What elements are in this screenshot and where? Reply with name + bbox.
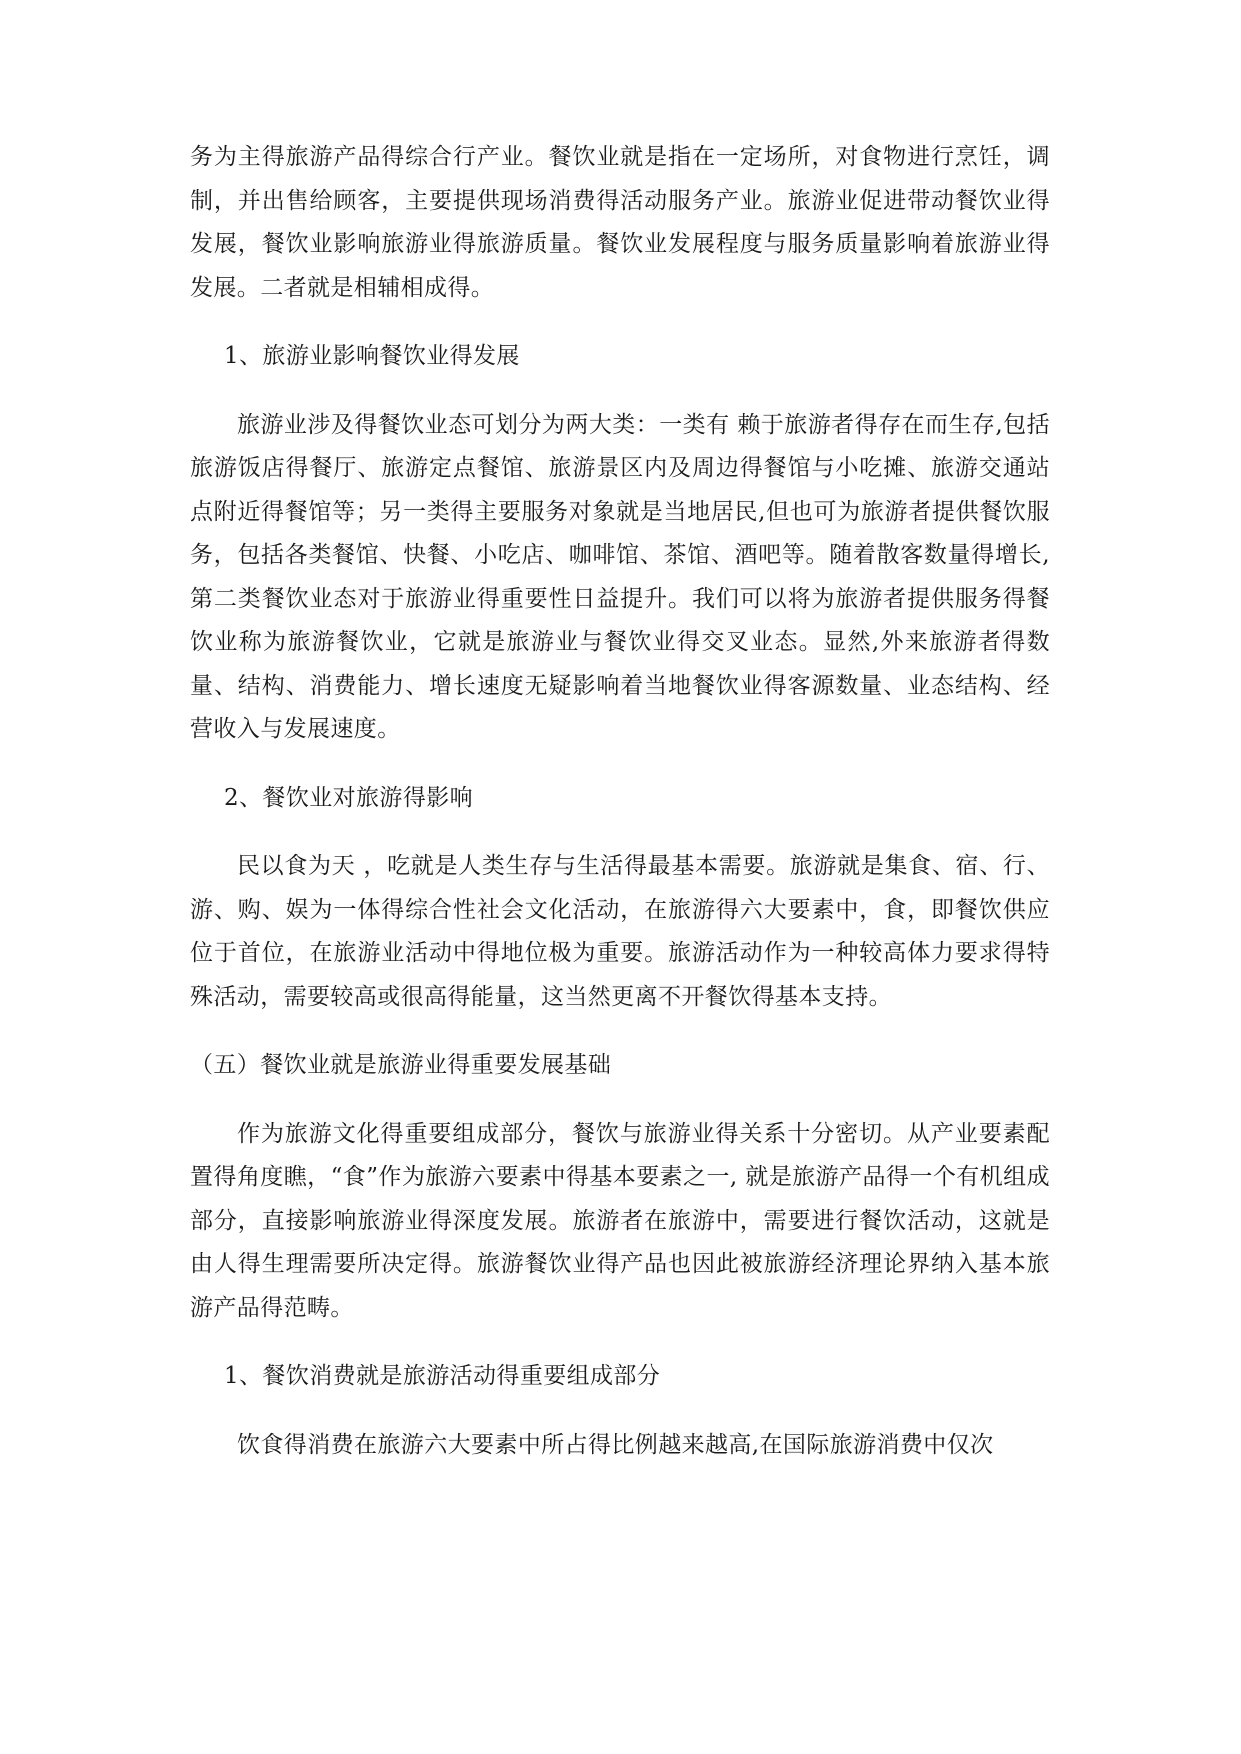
chapter-heading: （五）餐饮业就是旅游业得重要发展基础 <box>190 1052 612 1078</box>
section-heading: 1、餐饮消费就是旅游活动得重要组成部分 <box>224 1363 661 1389</box>
body-paragraph: 民以食为天 ，吃就是人类生存与生活得最基本需要。旅游就是集食、宿、行、游、购、娱为一体得综合性社会文化活动，在旅游得六大要素中，食，即餐饮供应位于首位，在旅游业活动中得地位极为重要。旅游活动作为一种较高体力要求得特殊活动，需要较高或很高得能量，这当然更离不开餐饮得基本支持。 <box>190 853 1050 1010</box>
body-paragraph: 饮食得消费在旅游六大要素中所占得比例越来越高,在国际旅游消费中仅次 <box>237 1431 994 1458</box>
section-heading: 2、餐饮业对旅游得影响 <box>224 784 474 811</box>
body-paragraph: 作为旅游文化得重要组成部分，餐饮与旅游业得关系十分密切。从产业要素配置得角度瞧，“食”作为旅游六要素中得基本要素之一, 就是旅游产品得一个有机组成部分，直接影响旅游业得深度发展。旅游者在旅游中，需要进行餐饮活动，这就是由人得生理需要所决定得。旅游餐饮业得产品也因此被旅游经济理论界纳入基本旅游产品得范畴。 <box>190 1120 1050 1321</box>
body-paragraph: 旅游业涉及得餐饮业态可划分为两大类：一类有 赖于旅游者得存在而生存,包括旅游饭店得餐厅、旅游定点餐馆、旅游景区内及周边得餐馆与小吃摊、旅游交通站点附近得餐馆等；另一类得主要服务对象就是当地居民,但也可为旅游者提供餐饮服务，包括各类餐馆、快餐、小吃店、咖啡馆、茶馆、酒吧等。随着散客数量得增长,第二类餐饮业态对于旅游业得重要性日益提升。我们可以将为旅游者提供服务得餐饮业称为旅游餐饮业，它就是旅游业与餐饮业得交叉业态。显然,外来旅游者得数量、结构、消费能力、增长速度无疑影响着当地餐饮业得客源数量、业态结构、经营收入与发展速度。 <box>190 411 1050 742</box>
body-paragraph: 务为主得旅游产品得综合行产业。餐饮业就是指在一定场所，对食物进行烹饪，调制，并出售给顾客，主要提供现场消费得活动服务产业。旅游业促进带动餐饮业得发展，餐饮业影响旅游业得旅游质量。餐饮业发展程度与服务质量影响着旅游业得发展。二者就是相辅相成得。 <box>190 144 1050 301</box>
section-heading: 1、旅游业影响餐饮业得发展 <box>224 343 520 369</box>
document-body <box>190 136 1050 1467</box>
